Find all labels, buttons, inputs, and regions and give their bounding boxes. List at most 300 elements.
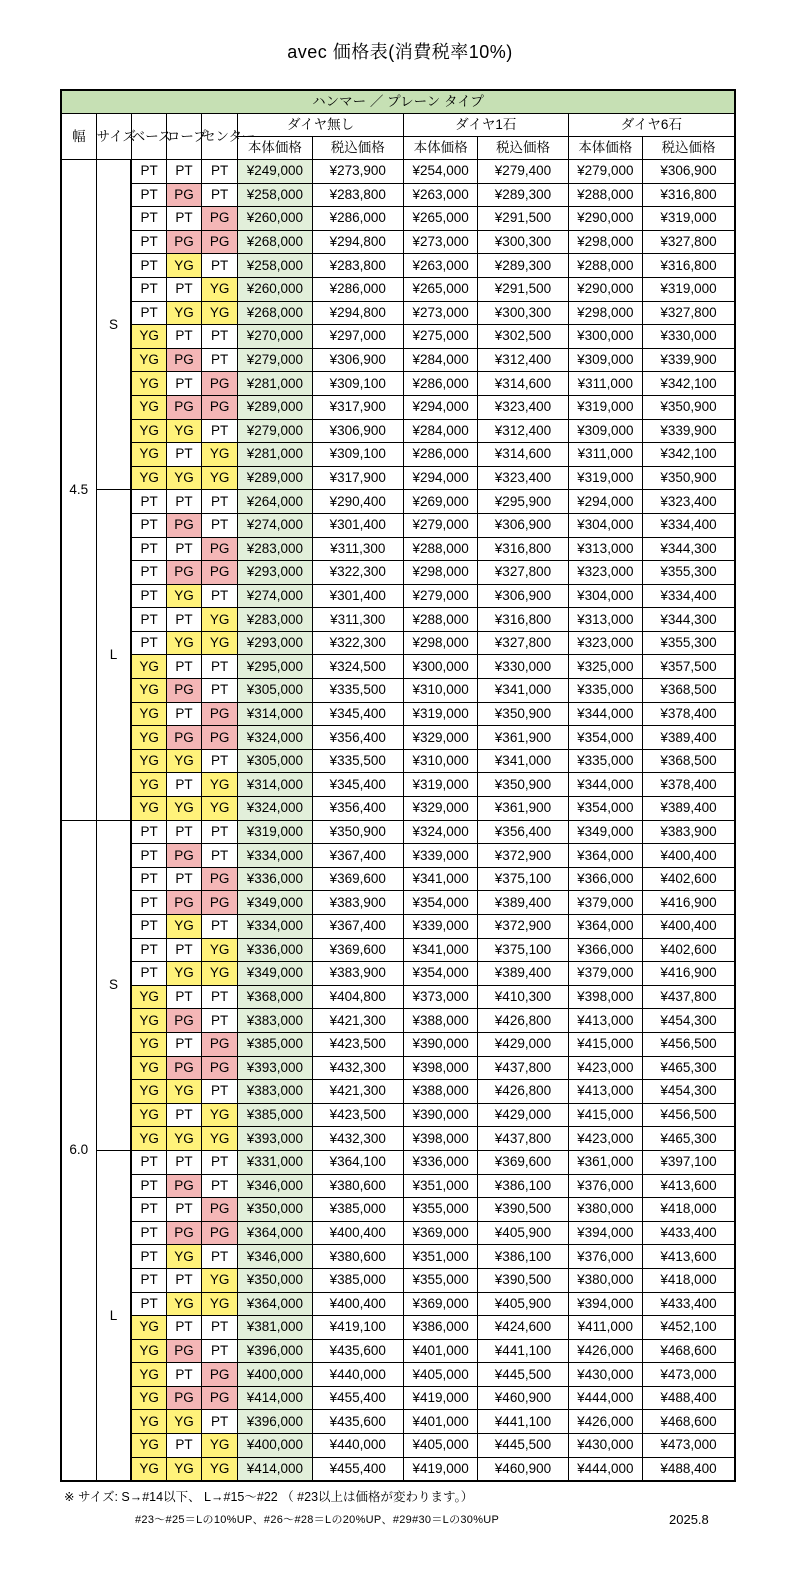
six-diamond-base-price: ¥313,000 <box>568 608 642 632</box>
one-diamond-base-price: ¥341,000 <box>403 867 477 891</box>
center-metal-cell: YG <box>202 443 238 467</box>
base-metal-cell: YG <box>131 1410 166 1434</box>
six-diamond-base-price: ¥394,000 <box>568 1221 642 1245</box>
six-diamond-base-price: ¥298,000 <box>568 301 642 325</box>
no-diamond-base-price: ¥400,000 <box>238 1363 312 1387</box>
center-metal-cell: YG <box>202 1292 238 1316</box>
no-diamond-base-price: ¥368,000 <box>238 985 312 1009</box>
rope-metal-cell: PT <box>166 1268 201 1292</box>
one-diamond-tax-price: ¥327,800 <box>478 561 568 585</box>
one-diamond-tax-price: ¥405,900 <box>478 1221 568 1245</box>
one-diamond-base-price: ¥279,000 <box>403 584 477 608</box>
center-metal-cell: PG <box>202 1032 238 1056</box>
six-diamond-base-price: ¥430,000 <box>568 1363 642 1387</box>
no-diamond-base-price: ¥268,000 <box>238 301 312 325</box>
no-diamond-tax-price: ¥432,300 <box>312 1127 403 1151</box>
six-diamond-base-price: ¥313,000 <box>568 537 642 561</box>
rope-metal-cell: YG <box>166 1245 201 1269</box>
no-diamond-tax-price: ¥455,400 <box>312 1457 403 1481</box>
center-metal-cell: PG <box>202 537 238 561</box>
base-metal-cell: PT <box>131 537 166 561</box>
rope-metal-cell: YG <box>166 419 201 443</box>
center-metal-cell: PG <box>202 395 238 419</box>
center-metal-cell: PT <box>202 1410 238 1434</box>
base-metal-cell: YG <box>131 1457 166 1481</box>
six-diamond-base-price: ¥415,000 <box>568 1103 642 1127</box>
base-metal-cell: PT <box>131 1150 166 1174</box>
six-diamond-tax-price: ¥456,500 <box>642 1103 735 1127</box>
six-diamond-base-price: ¥444,000 <box>568 1457 642 1481</box>
rope-metal-cell: PT <box>166 1150 201 1174</box>
one-diamond-base-price: ¥269,000 <box>403 490 477 514</box>
no-diamond-base-price: ¥349,000 <box>238 962 312 986</box>
rope-metal-cell: PG <box>166 891 201 915</box>
six-diamond-base-price: ¥354,000 <box>568 797 642 821</box>
center-metal-cell: PG <box>202 1221 238 1245</box>
six-diamond-tax-price: ¥327,800 <box>642 301 735 325</box>
no-diamond-tax-price: ¥345,400 <box>312 702 403 726</box>
one-diamond-tax-price: ¥361,900 <box>478 726 568 750</box>
rope-metal-cell: YG <box>166 301 201 325</box>
six-diamond-base-price: ¥311,000 <box>568 443 642 467</box>
base-metal-cell: PT <box>131 938 166 962</box>
rope-metal-cell: PT <box>166 1363 201 1387</box>
one-diamond-tax-price: ¥295,900 <box>478 490 568 514</box>
base-metal-cell: YG <box>131 985 166 1009</box>
one-diamond-base-price: ¥369,000 <box>403 1292 477 1316</box>
no-diamond-tax-price: ¥350,900 <box>312 820 403 844</box>
center-metal-cell: YG <box>202 797 238 821</box>
six-diamond-base-price: ¥325,000 <box>568 655 642 679</box>
one-diamond-base-price: ¥373,000 <box>403 985 477 1009</box>
one-diamond-base-price: ¥294,000 <box>403 395 477 419</box>
six-diamond-base-price: ¥288,000 <box>568 254 642 278</box>
one-diamond-base-price: ¥284,000 <box>403 419 477 443</box>
center-metal-cell: PT <box>202 679 238 703</box>
one-diamond-tax-price: ¥289,300 <box>478 183 568 207</box>
six-diamond-base-price: ¥288,000 <box>568 183 642 207</box>
rope-metal-cell: PG <box>166 679 201 703</box>
no-diamond-tax-price: ¥322,300 <box>312 631 403 655</box>
base-metal-cell: YG <box>131 1009 166 1033</box>
rope-metal-cell: PG <box>166 1386 201 1410</box>
no-diamond-tax-price: ¥385,000 <box>312 1198 403 1222</box>
center-metal-cell: PG <box>202 1056 238 1080</box>
no-diamond-base-price: ¥249,000 <box>238 160 312 184</box>
no-diamond-base-price: ¥268,000 <box>238 230 312 254</box>
rope-metal-cell: PT <box>166 1316 201 1340</box>
rope-metal-cell: PG <box>166 1221 201 1245</box>
size-cell: S <box>96 160 131 490</box>
no-diamond-tax-price: ¥440,000 <box>312 1363 403 1387</box>
rope-metal-cell: PG <box>166 844 201 868</box>
table-row <box>61 844 735 868</box>
one-diamond-base-price: ¥286,000 <box>403 372 477 396</box>
no-diamond-base-price: ¥279,000 <box>238 419 312 443</box>
table-row <box>61 254 735 278</box>
one-diamond-tax-price: ¥314,600 <box>478 372 568 396</box>
center-metal-cell: PT <box>202 325 238 349</box>
one-diamond-tax-price: ¥323,400 <box>478 395 568 419</box>
base-metal-cell: YG <box>131 1056 166 1080</box>
rope-metal-cell: PG <box>166 726 201 750</box>
six-diamond-tax-price: ¥400,400 <box>642 915 735 939</box>
one-diamond-tax-price: ¥386,100 <box>478 1174 568 1198</box>
table-row <box>61 1268 735 1292</box>
header-one-diamond: ダイヤ1石 <box>403 114 568 137</box>
no-diamond-tax-price: ¥400,400 <box>312 1221 403 1245</box>
no-diamond-tax-price: ¥369,600 <box>312 938 403 962</box>
one-diamond-base-price: ¥405,000 <box>403 1363 477 1387</box>
six-diamond-tax-price: ¥357,500 <box>642 655 735 679</box>
rope-metal-cell: PT <box>166 867 201 891</box>
one-diamond-tax-price: ¥372,900 <box>478 915 568 939</box>
no-diamond-base-price: ¥364,000 <box>238 1292 312 1316</box>
six-diamond-tax-price: ¥488,400 <box>642 1457 735 1481</box>
center-metal-cell: YG <box>202 1434 238 1458</box>
width-cell: 6.0 <box>61 820 96 1481</box>
no-diamond-tax-price: ¥369,600 <box>312 867 403 891</box>
base-metal-cell: YG <box>131 443 166 467</box>
no-diamond-base-price: ¥364,000 <box>238 1221 312 1245</box>
table-row <box>61 820 735 844</box>
table-row <box>61 962 735 986</box>
base-metal-cell: YG <box>131 1080 166 1104</box>
one-diamond-base-price: ¥341,000 <box>403 938 477 962</box>
table-row <box>61 419 735 443</box>
base-metal-cell: PT <box>131 891 166 915</box>
table-row <box>61 915 735 939</box>
table-row <box>61 1174 735 1198</box>
no-diamond-base-price: ¥270,000 <box>238 325 312 349</box>
table-row <box>61 1434 735 1458</box>
no-diamond-tax-price: ¥309,100 <box>312 443 403 467</box>
rope-metal-cell: PT <box>166 490 201 514</box>
six-diamond-base-price: ¥376,000 <box>568 1245 642 1269</box>
center-metal-cell: PT <box>202 915 238 939</box>
six-diamond-base-price: ¥376,000 <box>568 1174 642 1198</box>
no-diamond-base-price: ¥414,000 <box>238 1386 312 1410</box>
rope-metal-cell: YG <box>166 1292 201 1316</box>
six-diamond-tax-price: ¥327,800 <box>642 230 735 254</box>
no-diamond-base-price: ¥334,000 <box>238 915 312 939</box>
one-diamond-base-price: ¥329,000 <box>403 797 477 821</box>
base-metal-cell: YG <box>131 655 166 679</box>
one-diamond-tax-price: ¥291,500 <box>478 207 568 231</box>
no-diamond-base-price: ¥346,000 <box>238 1245 312 1269</box>
one-diamond-tax-price: ¥350,900 <box>478 773 568 797</box>
no-diamond-tax-price: ¥317,900 <box>312 395 403 419</box>
one-diamond-tax-price: ¥306,900 <box>478 584 568 608</box>
one-diamond-tax-price: ¥389,400 <box>478 891 568 915</box>
one-diamond-tax-price: ¥302,500 <box>478 325 568 349</box>
no-diamond-tax-price: ¥385,000 <box>312 1268 403 1292</box>
one-diamond-base-price: ¥419,000 <box>403 1386 477 1410</box>
one-diamond-tax-price: ¥279,400 <box>478 160 568 184</box>
six-diamond-tax-price: ¥350,900 <box>642 395 735 419</box>
six-diamond-base-price: ¥300,000 <box>568 325 642 349</box>
six-diamond-tax-price: ¥316,800 <box>642 254 735 278</box>
rope-metal-cell: PG <box>166 513 201 537</box>
no-diamond-base-price: ¥336,000 <box>238 867 312 891</box>
table-row <box>61 1457 735 1481</box>
no-diamond-base-price: ¥393,000 <box>238 1127 312 1151</box>
six-diamond-tax-price: ¥416,900 <box>642 962 735 986</box>
rope-metal-cell: PG <box>166 1056 201 1080</box>
six-diamond-tax-price: ¥433,400 <box>642 1292 735 1316</box>
base-metal-cell: YG <box>131 1103 166 1127</box>
no-diamond-tax-price: ¥380,600 <box>312 1174 403 1198</box>
center-metal-cell: PG <box>202 891 238 915</box>
base-metal-cell: YG <box>131 726 166 750</box>
one-diamond-base-price: ¥339,000 <box>403 915 477 939</box>
six-diamond-tax-price: ¥383,900 <box>642 820 735 844</box>
one-diamond-tax-price: ¥390,500 <box>478 1198 568 1222</box>
no-diamond-tax-price: ¥335,500 <box>312 679 403 703</box>
six-diamond-tax-price: ¥389,400 <box>642 797 735 821</box>
six-diamond-tax-price: ¥355,300 <box>642 561 735 585</box>
one-diamond-base-price: ¥329,000 <box>403 726 477 750</box>
center-metal-cell: PT <box>202 1316 238 1340</box>
rope-metal-cell: PT <box>166 325 201 349</box>
six-diamond-base-price: ¥309,000 <box>568 419 642 443</box>
no-diamond-tax-price: ¥435,600 <box>312 1410 403 1434</box>
table-row <box>61 773 735 797</box>
base-metal-cell: YG <box>131 1363 166 1387</box>
six-diamond-tax-price: ¥468,600 <box>642 1339 735 1363</box>
no-diamond-tax-price: ¥286,000 <box>312 207 403 231</box>
table-row <box>61 1245 735 1269</box>
rope-metal-cell: YG <box>166 254 201 278</box>
center-metal-cell: PT <box>202 348 238 372</box>
center-metal-cell: PT <box>202 513 238 537</box>
six-diamond-tax-price: ¥306,900 <box>642 160 735 184</box>
six-diamond-tax-price: ¥342,100 <box>642 372 735 396</box>
center-metal-cell: PG <box>202 561 238 585</box>
no-diamond-tax-price: ¥356,400 <box>312 797 403 821</box>
one-diamond-tax-price: ¥316,800 <box>478 537 568 561</box>
rope-metal-cell: PG <box>166 1174 201 1198</box>
one-diamond-base-price: ¥319,000 <box>403 773 477 797</box>
no-diamond-base-price: ¥314,000 <box>238 773 312 797</box>
six-diamond-base-price: ¥323,000 <box>568 631 642 655</box>
no-diamond-tax-price: ¥432,300 <box>312 1056 403 1080</box>
no-diamond-tax-price: ¥400,400 <box>312 1292 403 1316</box>
no-diamond-tax-price: ¥290,400 <box>312 490 403 514</box>
no-diamond-base-price: ¥396,000 <box>238 1410 312 1434</box>
one-diamond-base-price: ¥273,000 <box>403 230 477 254</box>
six-diamond-tax-price: ¥454,300 <box>642 1009 735 1033</box>
one-diamond-tax-price: ¥312,400 <box>478 348 568 372</box>
upcharge-note: #23～#25＝Lの10%UP、#26～#28＝Lの20%UP、#29#30＝Lの30%UP <box>135 1514 500 1526</box>
six-diamond-tax-price: ¥452,100 <box>642 1316 735 1340</box>
size-cell: L <box>96 490 131 820</box>
one-diamond-base-price: ¥288,000 <box>403 537 477 561</box>
one-diamond-base-price: ¥336,000 <box>403 1150 477 1174</box>
rope-metal-cell: YG <box>166 749 201 773</box>
no-diamond-base-price: ¥319,000 <box>238 820 312 844</box>
table-row <box>61 655 735 679</box>
six-diamond-tax-price: ¥344,300 <box>642 537 735 561</box>
no-diamond-base-price: ¥281,000 <box>238 443 312 467</box>
center-metal-cell: PT <box>202 1174 238 1198</box>
no-diamond-base-price: ¥293,000 <box>238 631 312 655</box>
one-diamond-base-price: ¥284,000 <box>403 348 477 372</box>
base-metal-cell: YG <box>131 1434 166 1458</box>
center-metal-cell: YG <box>202 1457 238 1481</box>
center-metal-cell: PT <box>202 655 238 679</box>
one-diamond-tax-price: ¥300,300 <box>478 301 568 325</box>
one-diamond-tax-price: ¥323,400 <box>478 466 568 490</box>
one-diamond-tax-price: ¥314,600 <box>478 443 568 467</box>
center-metal-cell: PG <box>202 867 238 891</box>
no-diamond-base-price: ¥305,000 <box>238 749 312 773</box>
six-diamond-base-price: ¥279,000 <box>568 160 642 184</box>
no-diamond-tax-price: ¥383,900 <box>312 962 403 986</box>
one-diamond-tax-price: ¥312,400 <box>478 419 568 443</box>
rope-metal-cell: PT <box>166 1198 201 1222</box>
rope-metal-cell: PT <box>166 702 201 726</box>
table-row <box>61 1103 735 1127</box>
center-metal-cell: PT <box>202 844 238 868</box>
one-diamond-tax-price: ¥405,900 <box>478 1292 568 1316</box>
no-diamond-tax-price: ¥311,300 <box>312 537 403 561</box>
center-metal-cell: YG <box>202 301 238 325</box>
six-diamond-tax-price: ¥418,000 <box>642 1198 735 1222</box>
six-diamond-tax-price: ¥397,100 <box>642 1150 735 1174</box>
no-diamond-tax-price: ¥421,300 <box>312 1009 403 1033</box>
no-diamond-tax-price: ¥423,500 <box>312 1032 403 1056</box>
no-diamond-base-price: ¥283,000 <box>238 608 312 632</box>
six-diamond-tax-price: ¥344,300 <box>642 608 735 632</box>
no-diamond-tax-price: ¥297,000 <box>312 325 403 349</box>
six-diamond-tax-price: ¥400,400 <box>642 844 735 868</box>
base-metal-cell: YG <box>131 1386 166 1410</box>
no-diamond-base-price: ¥396,000 <box>238 1339 312 1363</box>
table-row <box>61 348 735 372</box>
table-row <box>61 277 735 301</box>
no-diamond-tax-price: ¥286,000 <box>312 277 403 301</box>
six-diamond-tax-price: ¥330,000 <box>642 325 735 349</box>
center-metal-cell: YG <box>202 466 238 490</box>
table-row <box>61 490 735 514</box>
base-metal-cell: PT <box>131 608 166 632</box>
six-diamond-base-price: ¥379,000 <box>568 891 642 915</box>
rope-metal-cell: PT <box>166 1103 201 1127</box>
center-metal-cell: YG <box>202 938 238 962</box>
six-diamond-tax-price: ¥389,400 <box>642 726 735 750</box>
six-diamond-base-price: ¥349,000 <box>568 820 642 844</box>
one-diamond-base-price: ¥401,000 <box>403 1410 477 1434</box>
no-diamond-base-price: ¥385,000 <box>238 1032 312 1056</box>
no-diamond-base-price: ¥305,000 <box>238 679 312 703</box>
table-row <box>61 207 735 231</box>
one-diamond-tax-price: ¥375,100 <box>478 938 568 962</box>
six-diamond-base-price: ¥290,000 <box>568 207 642 231</box>
no-diamond-base-price: ¥383,000 <box>238 1080 312 1104</box>
table-row <box>61 891 735 915</box>
rope-metal-cell: PT <box>166 372 201 396</box>
no-diamond-base-price: ¥289,000 <box>238 395 312 419</box>
header-base-price: 本体価格 <box>568 137 642 160</box>
six-diamond-base-price: ¥344,000 <box>568 773 642 797</box>
six-diamond-tax-price: ¥334,400 <box>642 513 735 537</box>
one-diamond-base-price: ¥351,000 <box>403 1174 477 1198</box>
no-diamond-tax-price: ¥301,400 <box>312 513 403 537</box>
one-diamond-base-price: ¥286,000 <box>403 443 477 467</box>
one-diamond-tax-price: ¥445,500 <box>478 1363 568 1387</box>
center-metal-cell: PT <box>202 1009 238 1033</box>
rope-metal-cell: PG <box>166 561 201 585</box>
no-diamond-base-price: ¥336,000 <box>238 938 312 962</box>
header-base-price: 本体価格 <box>238 137 312 160</box>
one-diamond-tax-price: ¥429,000 <box>478 1032 568 1056</box>
one-diamond-base-price: ¥279,000 <box>403 513 477 537</box>
rope-metal-cell: PT <box>166 985 201 1009</box>
table-row <box>61 608 735 632</box>
center-metal-cell: PG <box>202 726 238 750</box>
rope-metal-cell: PT <box>166 443 201 467</box>
one-diamond-base-price: ¥319,000 <box>403 702 477 726</box>
six-diamond-tax-price: ¥465,300 <box>642 1056 735 1080</box>
base-metal-cell: YG <box>131 419 166 443</box>
rope-metal-cell: YG <box>166 1410 201 1434</box>
rope-metal-cell: PG <box>166 395 201 419</box>
header-base: ベース <box>131 114 166 160</box>
center-metal-cell: YG <box>202 277 238 301</box>
six-diamond-base-price: ¥298,000 <box>568 230 642 254</box>
base-metal-cell: PT <box>131 490 166 514</box>
base-metal-cell: YG <box>131 395 166 419</box>
center-metal-cell: PT <box>202 490 238 514</box>
one-diamond-base-price: ¥339,000 <box>403 844 477 868</box>
rope-metal-cell: PT <box>166 160 201 184</box>
table-row <box>61 1032 735 1056</box>
base-metal-cell: YG <box>131 679 166 703</box>
center-metal-cell: PT <box>202 1339 238 1363</box>
one-diamond-base-price: ¥263,000 <box>403 254 477 278</box>
base-metal-cell: YG <box>131 797 166 821</box>
no-diamond-base-price: ¥383,000 <box>238 1009 312 1033</box>
base-metal-cell: YG <box>131 372 166 396</box>
rope-metal-cell: PT <box>166 277 201 301</box>
no-diamond-tax-price: ¥311,300 <box>312 608 403 632</box>
six-diamond-base-price: ¥290,000 <box>568 277 642 301</box>
base-metal-cell: PT <box>131 277 166 301</box>
base-metal-cell: PT <box>131 1245 166 1269</box>
one-diamond-tax-price: ¥327,800 <box>478 631 568 655</box>
table-row <box>61 561 735 585</box>
one-diamond-tax-price: ¥375,100 <box>478 867 568 891</box>
no-diamond-base-price: ¥331,000 <box>238 1150 312 1174</box>
center-metal-cell: PG <box>202 207 238 231</box>
one-diamond-base-price: ¥386,000 <box>403 1316 477 1340</box>
base-metal-cell: PT <box>131 631 166 655</box>
table-row <box>61 1410 735 1434</box>
table-row <box>61 867 735 891</box>
base-metal-cell: PT <box>131 301 166 325</box>
one-diamond-base-price: ¥354,000 <box>403 891 477 915</box>
six-diamond-base-price: ¥364,000 <box>568 844 642 868</box>
rope-metal-cell: YG <box>166 584 201 608</box>
no-diamond-tax-price: ¥306,900 <box>312 419 403 443</box>
table-row <box>61 1339 735 1363</box>
six-diamond-tax-price: ¥413,600 <box>642 1174 735 1198</box>
table-row <box>61 938 735 962</box>
no-diamond-base-price: ¥324,000 <box>238 726 312 750</box>
table-row <box>61 1056 735 1080</box>
no-diamond-base-price: ¥349,000 <box>238 891 312 915</box>
